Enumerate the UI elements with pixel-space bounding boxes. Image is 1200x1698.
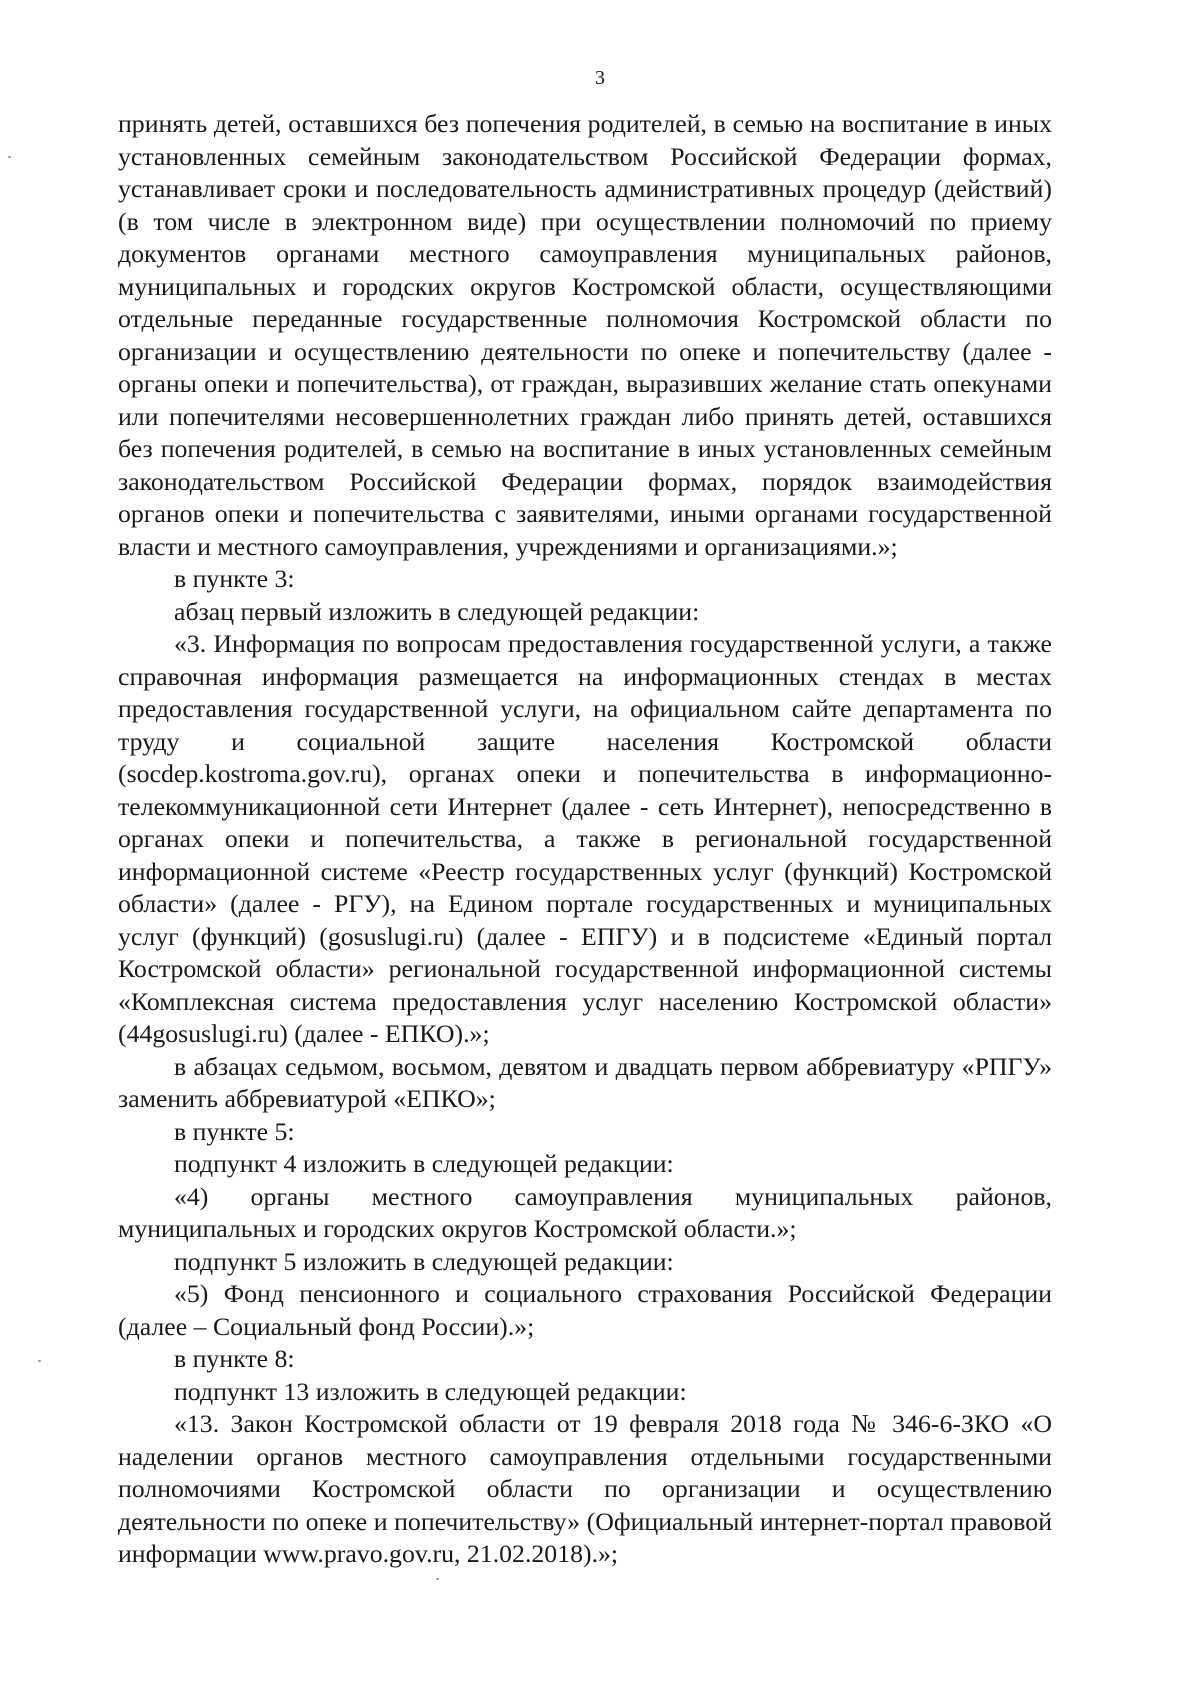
paragraph-subpoint-13-text: «13. Закон Костромской области от 19 февраля 2018 года № 346-6-ЗКО «О наделении органов местного самоуправления отдельными государственными полномочиями Костромской области по организации и осуществлению деятельности по опеке и попечительству» (Официальный интернет-портал правовой информации www.pravo.gov.ru, 21.02.2018).»; [118,1409,1052,1568]
paragraph-subpoint-4-text: «4) органы местного самоуправления муниципальных районов, муниципальных и городских округов Костромской области.»; [118,1181,1052,1243]
document-body [118,108,1052,1571]
paragraph-subpoint-5-text: «5) Фонд пенсионного и социального страхования Российской Федерации (далее – Социальный фонд России).»; [118,1279,1052,1341]
paragraph-point-5-heading: в пункте 5: [174,1116,295,1146]
paragraph-subpoint-5-instruction: подпункт 5 изложить в следующей редакции: [174,1246,674,1276]
paragraph-abbreviation-replacement: в абзацах седьмом, восьмом, девятом и двадцать первом аббревиатуру «РПГУ» заменить аббревиатурой «ЕПКО»; [118,1051,1052,1113]
paragraph-first-abzac-instruction: абзац первый изложить в следующей редакции: [174,596,700,626]
paragraph-point-8-heading: в пункте 8: [174,1344,295,1373]
scan-speck [436,1578,439,1580]
scan-speck [8,156,11,158]
page-number: 3 [595,67,605,89]
paragraph-intro-continuation: принять детей, оставшихся без попечения родителей, в семью на воспитание в иных установленных семейным законодательством Российской Федерации формах, устанавливает сроки и последовательность административных процедур (действий) (в том числе в электронном виде) при осуществлении полномочий по приему документов органами местного самоуправления муниципальных районов, муниципальных и городских округов Костромской области, осуществляющими отдельные переданные государственные полномочия Костромской области по организации и осуществлению деятельности по опеке и попечительству (далее - органы опеки и попечительства), от граждан, выразивших желание стать опекунами или попечителями несовершеннолетних граждан либо принять детей, оставшихся без попечения родителей, в семью на воспитание в иных установленных семейным законодательством Российской Федерации формах, порядок взаимодействия органов опеки и попечительства с заявителями, иными органами государственной власти и местного самоуправления, учреждениями и организациями.»; [118,109,1052,561]
paragraph-point-3-heading: в пункте 3: [174,564,295,593]
paragraph-point-3-new-text: «3. Информация по вопросам предоставления государственной услуги, а также справочная информация размещается на информационных стендах в местах предоставления государственной услуги, на официальном сайте департамента по труду и социальной защите населения Костромской области (socdep.kostroma.gov.ru), органах опеки и попечительства в информационно-телекоммуникационной сети Интернет (далее - сеть Интернет), непосредственно в органах опеки и попечительства, а также в региональной государственной информационной системе «Реестр государственных услуг (функций) Костромской области» (далее - РГУ), на Едином портале государственных и муниципальных услуг (функций) (gosuslugi.ru) (далее - ЕПГУ) и в подсистеме «Единый портал Костромской области» региональной государственной информационной системы «Комплексная система предоставления услуг населению Костромской области» (44gosuslugi.ru) (далее - ЕПКО).»; [118,629,1052,1048]
scan-speck [38,1360,41,1362]
paragraph-subpoint-13-instruction: подпункт 13 изложить в следующей редакции: [174,1376,687,1406]
paragraph-subpoint-4-instruction: подпункт 4 изложить в следующей редакции: [174,1149,674,1178]
